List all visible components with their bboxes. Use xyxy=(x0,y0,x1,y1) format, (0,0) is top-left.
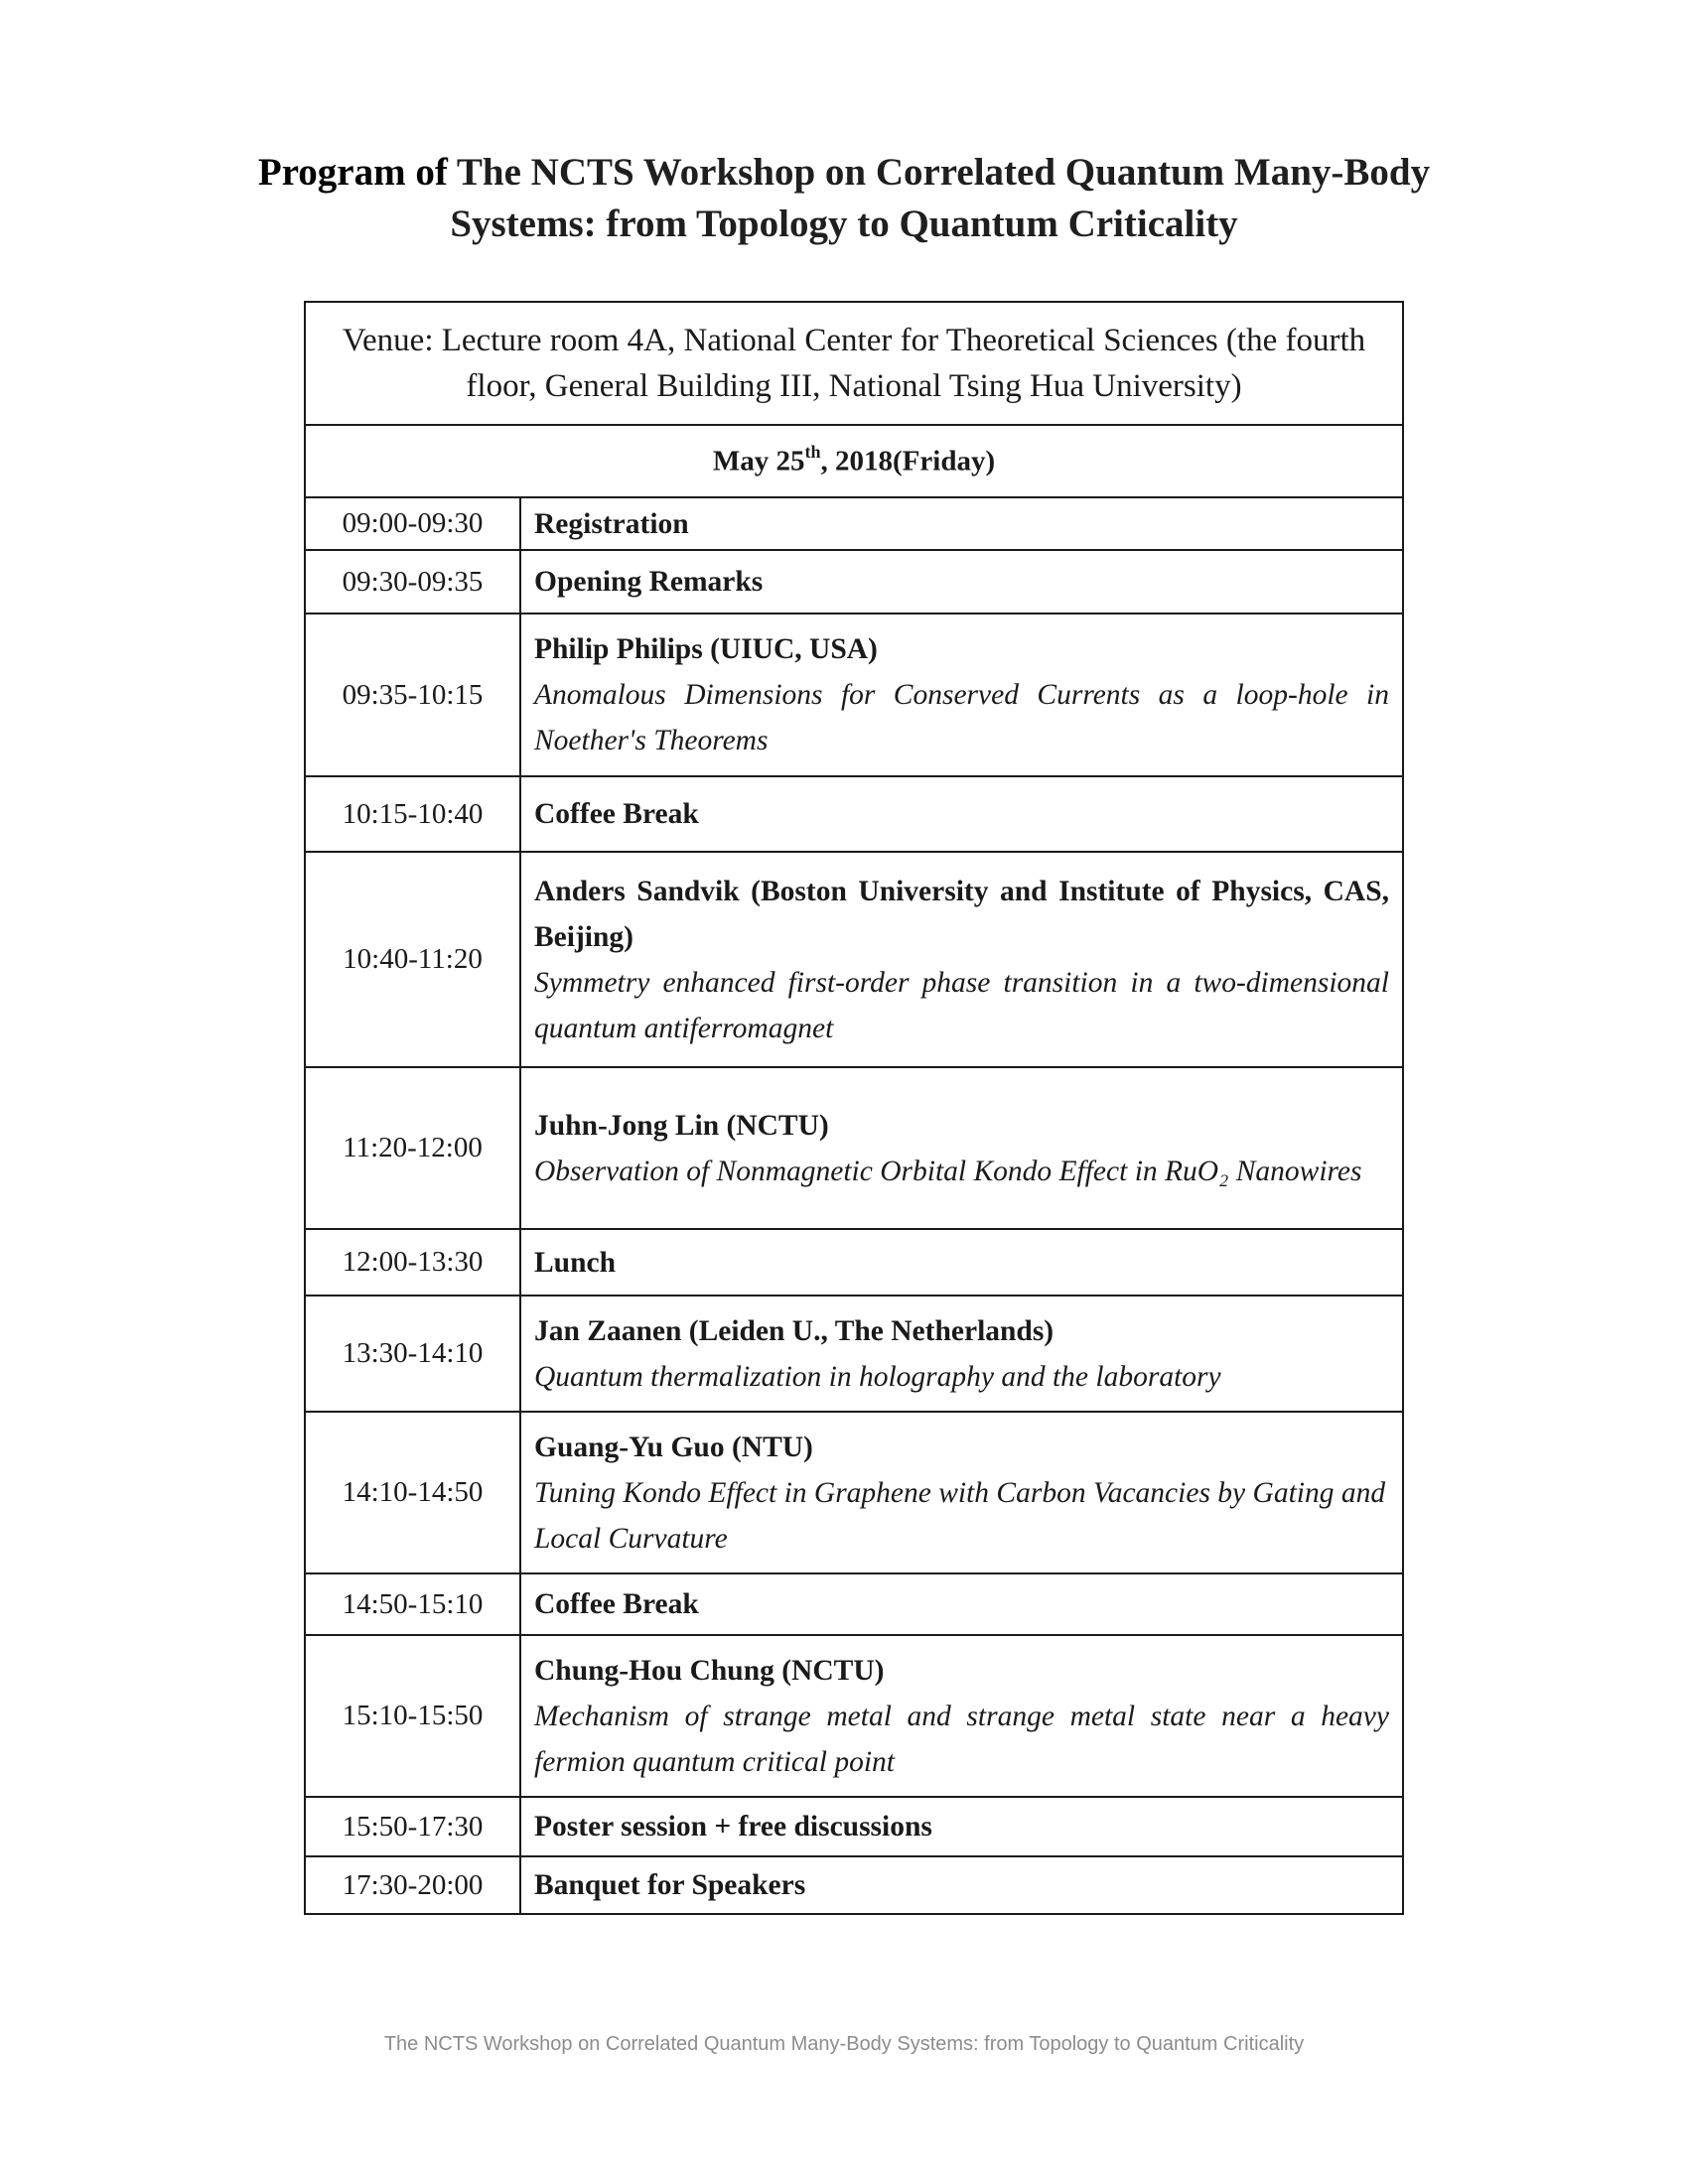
table-row xyxy=(305,550,1403,614)
session-cell xyxy=(520,1412,1403,1573)
session-cell xyxy=(520,1573,1403,1635)
session-title: Opening Remarks xyxy=(534,566,764,598)
page-footer: The NCTS Workshop on Correlated Quantum Many-Body Systems: from Topology to Quantum Criticality xyxy=(383,2033,1305,2055)
date-day: May 25 xyxy=(712,445,805,478)
table-row xyxy=(305,1412,1403,1573)
date-suffix: th xyxy=(804,442,821,463)
date-rest: , 2018(Friday) xyxy=(820,445,996,478)
talk-title: Anomalous Dimensions for Conserved Currents as a loop-hole in Noether's Theorems xyxy=(534,679,1389,756)
time-cell: 09:30-09:35 xyxy=(305,550,520,614)
session-title: Poster session + free discussions xyxy=(534,1811,932,1843)
session-cell xyxy=(520,1635,1403,1797)
table-row xyxy=(305,1635,1403,1797)
table-row xyxy=(305,1797,1403,1856)
title-prefix: Program of xyxy=(257,151,448,194)
session-title: Coffee Break xyxy=(534,1588,699,1620)
talk-title: Tuning Kondo Effect in Graphene with Carbon Vacancies by Gating and Local Curvature xyxy=(534,1476,1386,1555)
page-title xyxy=(199,147,1489,250)
talk-title: Quantum thermalization in holography and the laboratory xyxy=(534,1360,1221,1393)
session-cell xyxy=(520,1856,1403,1914)
session-title: Banquet for Speakers xyxy=(534,1869,806,1901)
table-row xyxy=(305,497,1403,550)
time-cell: 14:10-14:50 xyxy=(305,1412,520,1573)
speaker-name: Chung-Hou Chung (NCTU) xyxy=(534,1654,885,1687)
time-cell: 10:40-11:20 xyxy=(305,852,520,1067)
session-cell xyxy=(520,497,1403,550)
session-cell xyxy=(520,776,1403,852)
date-row xyxy=(305,425,1403,497)
speaker-name: Juhn-Jong Lin (NCTU) xyxy=(534,1109,829,1142)
talk-title: Observation of Nonmagnetic Orbital Kondo Effect in RuO₂ Nanowires xyxy=(534,1155,1362,1187)
time-cell: 09:00-09:30 xyxy=(305,497,520,550)
talk-title: Mechanism of strange metal and strange metal state near a heavy fermion quantum critical point xyxy=(534,1700,1389,1778)
table-row xyxy=(305,1296,1403,1412)
speaker-name: Philip Philips (UIUC, USA) xyxy=(534,633,878,665)
table-row xyxy=(305,1067,1403,1229)
session-cell xyxy=(520,550,1403,614)
time-cell: 12:00-13:30 xyxy=(305,1229,520,1296)
venue-text: Venue: Lecture room 4A, National Center for Theoretical Sciences (the fourth floor, General Building III, National Tsing Hua University) xyxy=(305,302,1403,425)
speaker-name: Guang-Yu Guo (NTU) xyxy=(534,1431,813,1463)
session-cell xyxy=(520,1797,1403,1856)
table-row xyxy=(305,1229,1403,1296)
time-cell: 11:20-12:00 xyxy=(305,1067,520,1229)
session-title: Coffee Break xyxy=(534,798,699,830)
table-row xyxy=(305,1573,1403,1635)
speaker-name: Jan Zaanen (Leiden U., The Netherlands) xyxy=(534,1314,1055,1347)
session-title: Registration xyxy=(534,507,689,540)
time-cell: 10:15-10:40 xyxy=(305,776,520,852)
time-cell: 15:50-17:30 xyxy=(305,1797,520,1856)
session-cell xyxy=(520,1067,1403,1229)
table-row xyxy=(305,614,1403,776)
talk-title: Symmetry enhanced first-order phase transition in a two-dimensional quantum antiferromagnet xyxy=(534,966,1389,1044)
title-main: The NCTS Workshop on Correlated Quantum Many-Body Systems: from Topology to Quantum Criticality xyxy=(450,151,1431,245)
session-title: Lunch xyxy=(534,1246,616,1279)
speaker-name: Anders Sandvik (Boston University and Institute of Physics, CAS, Beijing) xyxy=(534,875,1389,953)
session-cell xyxy=(520,614,1403,776)
table-row xyxy=(305,776,1403,852)
time-cell: 09:35-10:15 xyxy=(305,614,520,776)
session-cell xyxy=(520,1296,1403,1412)
time-cell: 17:30-20:00 xyxy=(305,1856,520,1914)
time-cell: 15:10-15:50 xyxy=(305,1635,520,1797)
time-cell: 14:50-15:10 xyxy=(305,1573,520,1635)
session-cell xyxy=(520,1229,1403,1296)
session-cell xyxy=(520,852,1403,1067)
table-row xyxy=(305,852,1403,1067)
table-row xyxy=(305,1856,1403,1914)
time-cell: 13:30-14:10 xyxy=(305,1296,520,1412)
venue-row xyxy=(305,302,1403,425)
date-heading xyxy=(305,425,1403,497)
program-table xyxy=(304,301,1404,1915)
